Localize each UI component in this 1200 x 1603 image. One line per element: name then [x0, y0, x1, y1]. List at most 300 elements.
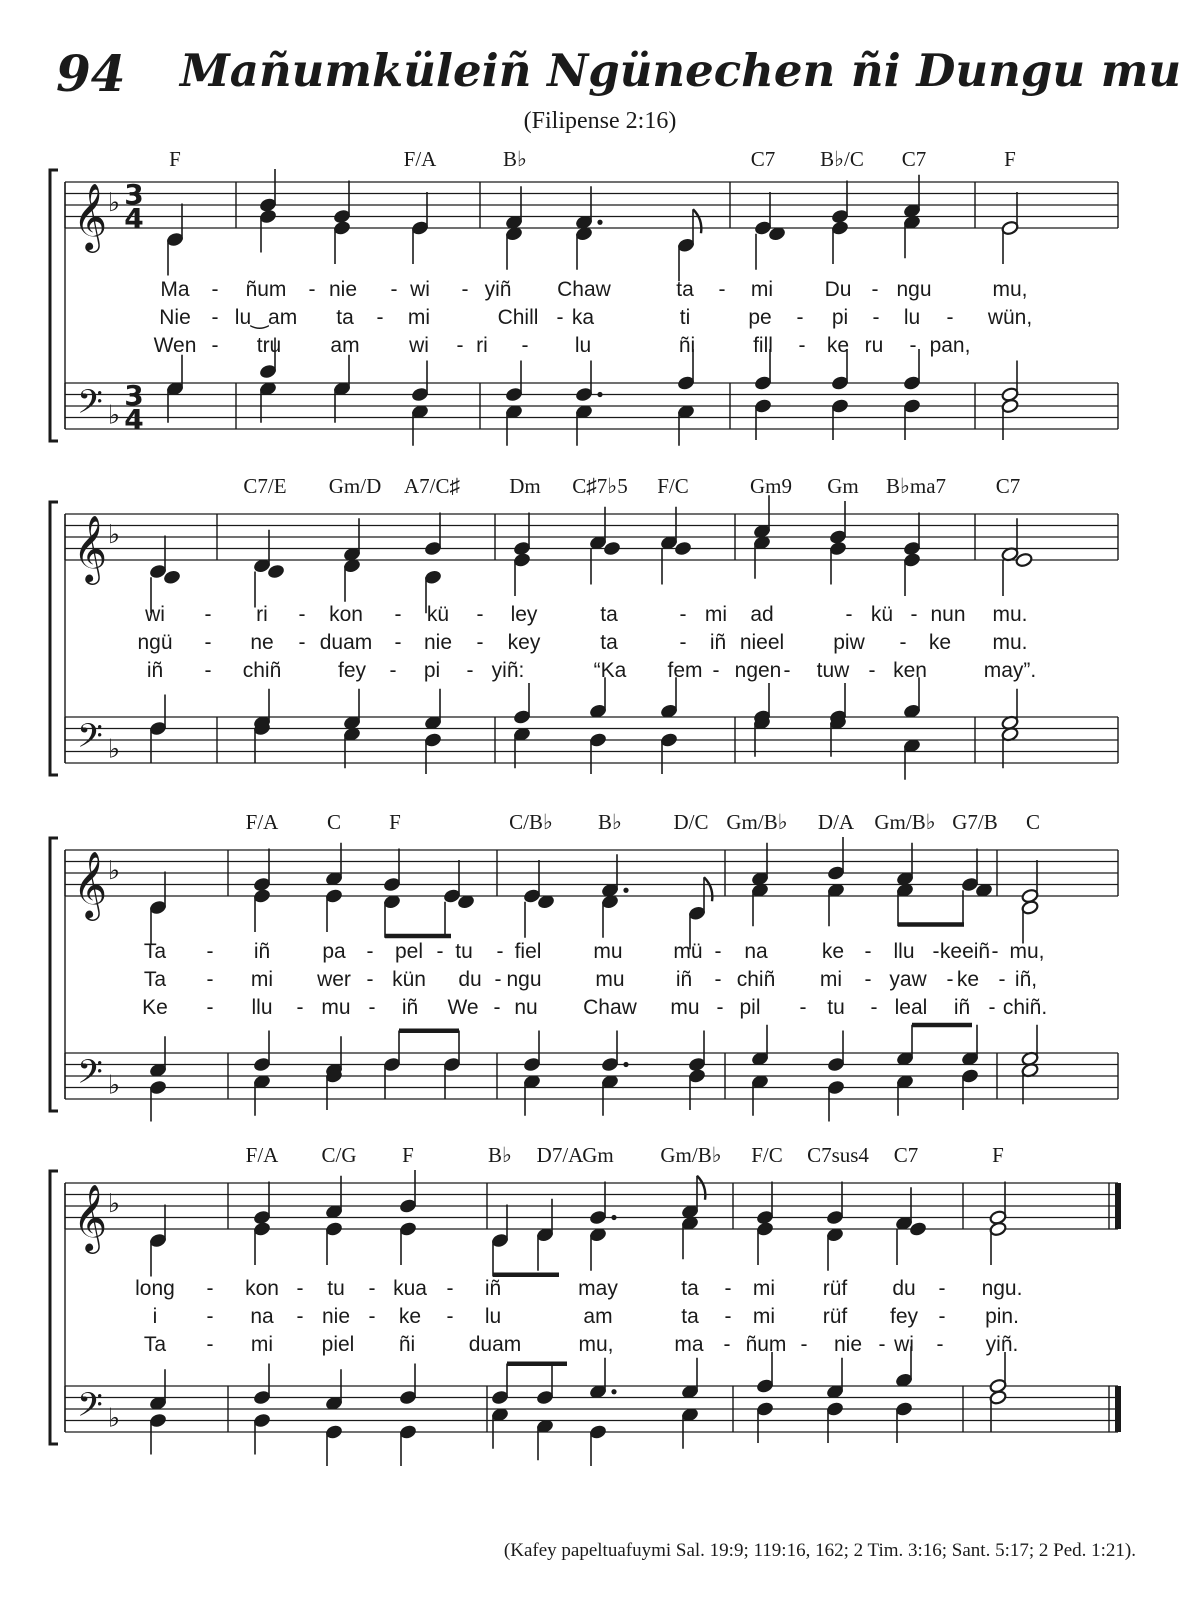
lyric-syllable: nie [328, 278, 358, 301]
note-head [909, 1221, 927, 1237]
lyric-syllable: Chaw [557, 278, 611, 301]
lyric-hyphen: - [206, 940, 214, 963]
chord-symbol: Gm9 [750, 474, 792, 498]
lyric-syllable: yiñ. [985, 1333, 1019, 1356]
augmentation-dot [623, 1062, 628, 1067]
lyric-syllable: iñ, [1014, 968, 1038, 991]
lyric-syllable: iñ [484, 1277, 502, 1300]
lyric-syllable: ma [674, 1333, 704, 1356]
lyric-syllable: ñi [678, 334, 696, 357]
lyric-hyphen: - [211, 278, 219, 301]
lyric-hyphen: - [868, 659, 876, 682]
lyric-hyphen: - [390, 278, 398, 301]
lyric-syllable: wi [894, 1333, 914, 1356]
lyric-hyphen: - [366, 940, 374, 963]
lyric-syllable: mü [673, 940, 703, 963]
lyric-hyphen: - [845, 603, 853, 626]
time-signature-bottom: 4 [124, 202, 144, 235]
lyric-hyphen: - [724, 1277, 732, 1300]
key-signature-flat: ♭ [107, 856, 121, 886]
lyric-syllable: ta [600, 603, 618, 626]
chord-symbol: D7/A [536, 1143, 584, 1167]
lyric-hyphen: - [936, 1333, 944, 1356]
lyric-syllable: nu [514, 996, 538, 1019]
bass-clef: 𝄢 [77, 717, 103, 764]
lyric-syllable: mu. [992, 631, 1028, 654]
note-head [267, 564, 285, 580]
lyric-syllable: rüf [822, 1305, 848, 1328]
lyric-syllable: Chaw [583, 996, 637, 1019]
lyric-hyphen: - [204, 603, 212, 626]
lyric-hyphen: - [799, 996, 807, 1019]
lyric-syllable: may”. [983, 659, 1037, 682]
lyric-hyphen: - [723, 1333, 731, 1356]
lyric-syllable: leal [894, 996, 928, 1019]
lyric-syllable: mu, [578, 1333, 614, 1356]
chord-symbol: Dm [509, 474, 541, 498]
lyric-syllable: mi [407, 306, 431, 329]
lyric-hyphen: - [494, 968, 502, 991]
augmentation-dot [623, 888, 628, 893]
lyric-syllable: mi [704, 603, 728, 626]
system-2 [137, 474, 1036, 682]
lyric-hyphen: - [368, 1277, 376, 1300]
augmentation-dot [597, 220, 602, 225]
lyric-syllable: Ta [143, 1333, 167, 1356]
lyric-syllable: piw [833, 631, 865, 654]
system-bracket [50, 502, 58, 775]
lyric-syllable: mu [593, 940, 623, 963]
chord-symbol: F [389, 810, 401, 834]
lyric-syllable: chiñ. [1002, 996, 1048, 1019]
lyric-syllable: tuw [816, 659, 850, 682]
lyric-syllable: ne [250, 631, 274, 654]
chord-symbol: D/C [673, 810, 709, 834]
lyric-hyphen: - [899, 631, 907, 654]
lyric-hyphen: - [206, 996, 214, 1019]
time-signature-top: 3 [124, 178, 144, 211]
lyric-syllable: fey [337, 659, 367, 682]
lyric-syllable: fey [889, 1305, 919, 1328]
lyric-syllable: ti [679, 306, 691, 329]
lyric-syllable: Nie [159, 306, 191, 329]
lyric-syllable: lu [903, 306, 921, 329]
chord-symbol: Gm/D [328, 474, 382, 498]
lyric-hyphen: - [946, 306, 954, 329]
lyric-syllable: kü [426, 603, 450, 626]
chord-symbol: C7sus4 [807, 1143, 869, 1167]
lyric-syllable: mu. [992, 603, 1028, 626]
lyric-syllable: iñ [253, 940, 271, 963]
lyric-syllable: mi [819, 968, 843, 991]
lyric-syllable: Du [824, 278, 852, 301]
chord-symbol: Gm [582, 1143, 614, 1167]
key-signature-flat: ♭ [107, 400, 121, 431]
bass-clef: 𝄢 [77, 1053, 103, 1100]
lyric-syllable: mi [752, 1277, 776, 1300]
system-bracket [50, 170, 58, 441]
lyric-hyphen: - [938, 1277, 946, 1300]
lyric-syllable: kon [245, 1277, 279, 1300]
chord-symbol: A7/C♯ [403, 474, 461, 498]
lyric-syllable: kü [870, 603, 894, 626]
lyric-syllable: kua [393, 1277, 427, 1300]
system-3 [142, 810, 1047, 1019]
lyric-hyphen: - [394, 603, 402, 626]
lyric-syllable: ta [681, 1305, 699, 1328]
lyric-hyphen: - [878, 1333, 886, 1356]
chord-symbol: B♭ [598, 810, 622, 834]
lyric-syllable: yaw [889, 968, 927, 991]
lyric-syllable: i [152, 1305, 158, 1328]
lyric-syllable: chiñ [736, 968, 776, 991]
lyric-hyphen: - [679, 631, 687, 654]
lyric-hyphen: - [296, 996, 304, 1019]
lyric-syllable: ri [256, 603, 268, 626]
chord-symbol: B♭/C [820, 147, 864, 171]
system-bracket [50, 1171, 58, 1444]
lyric-syllable: Ta [143, 940, 167, 963]
chord-symbol: Gm/B♭ [874, 810, 936, 834]
treble-clef: 𝄞 [72, 182, 108, 250]
lyric-hyphen: - [872, 306, 880, 329]
lyric-hyphen: - [204, 659, 212, 682]
system-4 [135, 1143, 1022, 1356]
treble-clef: 𝄞 [72, 850, 108, 918]
augmentation-dot [597, 392, 602, 397]
lyric-syllable: du [892, 1277, 916, 1300]
chord-symbol: C7/E [243, 474, 287, 498]
lyric-syllable: pa [322, 940, 346, 963]
lyric-hyphen: - [998, 968, 1006, 991]
lyric-hyphen: - [394, 631, 402, 654]
lyric-hyphen: - [714, 940, 722, 963]
lyric-syllable: ken [893, 659, 927, 682]
lyric-hyphen: - [718, 278, 726, 301]
footer-references: (Kafey papeltuafuymi Sal. 19:9; 119:16, 162; 2 Tim. 3:16; Sant. 5:17; 2 Ped. 1:21). [503, 1540, 1136, 1561]
note-head [163, 569, 181, 585]
lyric-syllable: iñ [953, 996, 971, 1019]
bass-clef: 𝄢 [77, 1386, 103, 1433]
lyric-hyphen: - [298, 631, 306, 654]
lyric-hyphen: - [800, 1333, 808, 1356]
lyric-hyphen: - [714, 968, 722, 991]
chord-symbol: C7 [893, 1143, 919, 1167]
lyric-syllable: mi [250, 968, 274, 991]
lyric-hyphen: - [910, 603, 918, 626]
lyric-syllable: iñ [709, 631, 727, 654]
lyric-syllable: Ta [143, 968, 167, 991]
key-signature-flat: ♭ [107, 1189, 121, 1219]
treble-clef: 𝄞 [72, 514, 108, 582]
chord-symbol: C7 [995, 474, 1021, 498]
lyric-hyphen: - [206, 1277, 214, 1300]
lyric-syllable: long [135, 1277, 175, 1300]
lyric-syllable: yiñ: [491, 659, 525, 682]
lyric-syllable: mu [670, 996, 700, 1019]
bass-clef: 𝄢 [77, 383, 103, 430]
key-signature-flat: ♭ [107, 188, 121, 218]
lyric-hyphen: - [368, 996, 376, 1019]
lyric-syllable: piel [321, 1333, 355, 1356]
chord-symbol: C7 [901, 147, 927, 171]
lyric-hyphen: - [211, 306, 219, 329]
lyric-syllable: Chill [497, 306, 539, 329]
lyric-syllable: ke [398, 1305, 422, 1328]
lyric-syllable: tu [455, 940, 473, 963]
lyric-syllable: iñ [146, 659, 164, 682]
lyric-syllable: am [583, 1305, 613, 1328]
lyric-syllable: ru [864, 334, 884, 357]
lyric-hyphen: - [298, 603, 306, 626]
lyric-syllable: du [458, 968, 482, 991]
chord-symbol: B♭ [503, 147, 527, 171]
chord-symbol: C/G [321, 1143, 357, 1167]
system-bracket [50, 838, 58, 1111]
lyric-syllable: ka [571, 306, 595, 329]
system-1 [154, 147, 1033, 357]
lyric-syllable: ñum [745, 1333, 787, 1356]
lyric-syllable: fill [753, 334, 773, 357]
lyric-hyphen: - [296, 1305, 304, 1328]
lyric-syllable: ley [510, 603, 538, 626]
lyric-syllable: tu [327, 1277, 345, 1300]
lyric-hyphen: - [864, 940, 872, 963]
lyric-syllable: lu [484, 1305, 502, 1328]
lyric-hyphen: - [679, 603, 687, 626]
hymn-number: 94 [56, 44, 126, 103]
lyric-hyphen: - [909, 334, 917, 357]
lyric-syllable: mu, [992, 278, 1028, 301]
lyric-hyphen: - [466, 659, 474, 682]
lyric-syllable: pil [739, 996, 761, 1019]
lyric-hyphen: - [724, 1305, 732, 1328]
lyric-syllable: fem [667, 659, 703, 682]
key-signature-flat: ♭ [107, 520, 121, 550]
lyric-hyphen: - [938, 1305, 946, 1328]
key-signature-flat: ♭ [107, 1403, 121, 1434]
lyric-syllable: mu [321, 996, 351, 1019]
chord-symbol: F/C [751, 1143, 783, 1167]
lyric-syllable: wer [317, 968, 351, 991]
lyric-syllable: ta [681, 1277, 699, 1300]
lyric-hyphen: - [368, 1305, 376, 1328]
lyric-syllable: ngen [734, 659, 782, 682]
lyric-syllable: nie [321, 1305, 351, 1328]
eighth-flag [693, 209, 701, 233]
lyric-hyphen: - [946, 968, 954, 991]
lyric-syllable: wi [145, 603, 165, 626]
lyric-syllable: ke [928, 631, 952, 654]
lyric-syllable: nie [833, 1333, 863, 1356]
beam [912, 1023, 972, 1028]
chord-symbol: C [1025, 810, 1041, 834]
lyric-syllable: llu [893, 940, 915, 963]
chord-symbol: C/B♭ [509, 810, 553, 834]
lyric-hyphen: - [456, 334, 464, 357]
lyric-syllable: am [330, 334, 360, 357]
lyric-hyphen: - [870, 996, 878, 1019]
lyric-hyphen: - [932, 940, 940, 963]
lyric-syllable: yiñ [484, 278, 512, 301]
lyric-hyphen: - [436, 940, 444, 963]
augmentation-dot [611, 1215, 616, 1220]
lyric-syllable: llu [251, 996, 273, 1019]
lyric-syllable: lu [574, 334, 592, 357]
lyric-hyphen: - [521, 334, 529, 357]
lyric-hyphen: - [716, 996, 724, 1019]
lyric-syllable: mi [752, 1305, 776, 1328]
lyric-hyphen: - [366, 968, 374, 991]
lyric-syllable: ngu [896, 278, 932, 301]
lyric-syllable: mi [250, 1333, 274, 1356]
lyric-hyphen: - [446, 1277, 454, 1300]
lyric-syllable: key [507, 631, 541, 654]
lyric-syllable: pi [831, 306, 849, 329]
lyric-syllable: ad [750, 603, 774, 626]
lyric-syllable: ke [956, 968, 980, 991]
lyric-syllable: nun [930, 603, 966, 626]
lyric-syllable: ngu [506, 968, 542, 991]
lyric-syllable: na [250, 1305, 274, 1328]
lyric-hyphen: - [376, 306, 384, 329]
lyric-hyphen: - [206, 1305, 214, 1328]
lyric-syllable: tu [827, 996, 845, 1019]
lyric-hyphen: - [389, 659, 397, 682]
lyric-syllable: nie [423, 631, 453, 654]
lyric-syllable: ngü [137, 631, 173, 654]
lyric-syllable: pel [394, 940, 424, 963]
chord-symbol: F/C [657, 474, 689, 498]
lyric-syllable: mu, [1009, 940, 1045, 963]
chord-symbol: Gm/B♭ [660, 1143, 722, 1167]
lyric-syllable: duam [319, 631, 373, 654]
lyric-syllable: keeiñ [939, 940, 991, 963]
beam [399, 1029, 459, 1034]
lyric-hyphen: - [308, 278, 316, 301]
beam [507, 1362, 567, 1367]
lyric-hyphen: - [988, 996, 996, 1019]
lyric-syllable: ngu. [981, 1277, 1023, 1300]
lyric-syllable: ñum [245, 278, 287, 301]
key-signature-flat: ♭ [107, 734, 121, 765]
lyric-hyphen: - [461, 278, 469, 301]
lyric-syllable: fiel [514, 940, 542, 963]
lyric-hyphen: - [871, 278, 879, 301]
lyric-syllable: nieel [739, 631, 785, 654]
lyric-hyphen: - [798, 334, 806, 357]
chord-symbol: F [402, 1143, 414, 1167]
lyric-syllable: ta [676, 278, 694, 301]
lyric-syllable: lu‿am [234, 306, 298, 329]
beam [493, 1273, 559, 1278]
chord-symbol: F [992, 1143, 1004, 1167]
lyric-syllable: Ke [142, 996, 168, 1019]
lyric-syllable: wün, [987, 306, 1033, 329]
lyric-syllable: may [578, 1277, 618, 1300]
lyric-syllable: mi [750, 278, 774, 301]
chord-symbol: Gm [827, 474, 859, 498]
lyric-hyphen: - [446, 1305, 454, 1328]
lyric-syllable: rüf [822, 1277, 848, 1300]
chord-symbol: D/A [817, 810, 855, 834]
lyric-syllable: We [447, 996, 479, 1019]
time-signature-bottom: 4 [124, 403, 144, 436]
chord-symbol: C♯7♭5 [572, 474, 628, 498]
note-head [603, 541, 621, 557]
lyric-hyphen: - [206, 1333, 214, 1356]
time-signature-top: 3 [124, 379, 144, 412]
lyric-syllable: Wen [153, 334, 197, 357]
chord-symbol: C [326, 810, 342, 834]
lyric-hyphen: - [493, 996, 501, 1019]
lyric-syllable: kün [392, 968, 426, 991]
treble-clef: 𝄞 [72, 1183, 108, 1251]
chord-symbol: B♭ma7 [885, 474, 947, 498]
lyric-hyphen: - [783, 659, 791, 682]
lyric-syllable: ke [821, 940, 845, 963]
lyric-hyphen: - [204, 631, 212, 654]
chord-symbol: F/A [245, 810, 279, 834]
lyric-syllable: kon [329, 603, 363, 626]
lyric-syllable: pan, [929, 334, 971, 357]
key-signature-flat: ♭ [107, 1070, 121, 1101]
lyric-syllable: pe [748, 306, 772, 329]
lyric-syllable: ke [826, 334, 850, 357]
chord-symbol: F/A [245, 1143, 279, 1167]
lyric-syllable: Ma [160, 278, 190, 301]
lyric-syllable: “Ka [593, 659, 627, 682]
lyric-syllable: chiñ [242, 659, 282, 682]
eighth-flag [697, 1176, 705, 1200]
chord-symbol: F [1004, 147, 1016, 171]
lyric-syllable: wi [410, 278, 430, 301]
lyric-hyphen: - [796, 306, 804, 329]
lyric-hyphen: - [496, 940, 504, 963]
lyric-syllable: tru [256, 334, 282, 357]
beam [385, 934, 451, 939]
lyric-hyphen: - [712, 659, 720, 682]
lyric-syllable: iñ [401, 996, 419, 1019]
lyric-hyphen: - [991, 940, 999, 963]
lyric-syllable: ta [336, 306, 354, 329]
lyric-hyphen: - [296, 1277, 304, 1300]
lyric-hyphen: - [211, 334, 219, 357]
chord-symbol: F [169, 147, 181, 171]
beam [898, 922, 964, 927]
chord-symbol: B♭ [488, 1143, 512, 1167]
lyric-hyphen: - [556, 306, 564, 329]
lyric-syllable: ri [476, 334, 488, 357]
lyric-hyphen: - [476, 603, 484, 626]
scripture-reference: (Filipense 2:16) [523, 108, 677, 134]
lyric-syllable: na [744, 940, 768, 963]
chord-symbol: G7/B [952, 810, 998, 834]
lyric-hyphen: - [864, 968, 872, 991]
lyric-syllable: ñi [398, 1333, 416, 1356]
chord-symbol: F/A [403, 147, 437, 171]
hymn-title: Mañumküleiñ Ngünechen ñi Dungu mu [180, 44, 1182, 97]
augmentation-dot [611, 1389, 616, 1394]
lyric-syllable: iñ [675, 968, 693, 991]
chord-symbol: Gm/B♭ [726, 810, 788, 834]
lyric-hyphen: - [476, 631, 484, 654]
lyric-hyphen: - [206, 968, 214, 991]
lyric-syllable: ta [600, 631, 618, 654]
lyric-syllable: mu [595, 968, 625, 991]
eighth-flag [704, 877, 712, 901]
chord-symbol: C7 [750, 147, 776, 171]
